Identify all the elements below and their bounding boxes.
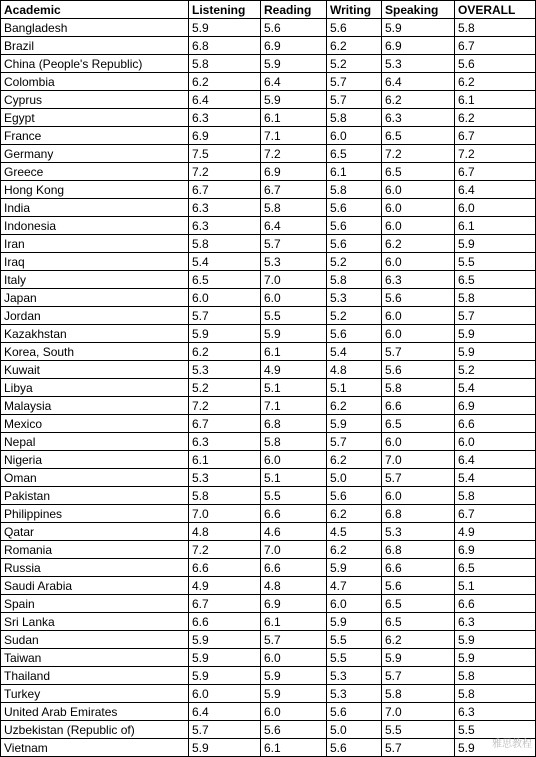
country-cell: Spain: [1, 595, 189, 613]
writing-cell: 5.8: [327, 271, 382, 289]
header-overall: OVERALL: [455, 1, 536, 19]
reading-cell: 5.8: [261, 433, 327, 451]
country-cell: Romania: [1, 541, 189, 559]
table-row: [1, 109, 536, 127]
writing-cell: 6.0: [327, 595, 382, 613]
table-row: [1, 613, 536, 631]
writing-cell: 5.7: [327, 433, 382, 451]
reading-cell: 5.5: [261, 307, 327, 325]
listening-cell: 5.9: [189, 667, 261, 685]
writing-cell: 5.2: [327, 253, 382, 271]
speaking-cell: 6.5: [382, 127, 455, 145]
listening-cell: 5.4: [189, 253, 261, 271]
writing-cell: 5.3: [327, 667, 382, 685]
reading-cell: 5.7: [261, 631, 327, 649]
speaking-cell: 5.7: [382, 343, 455, 361]
speaking-cell: 5.7: [382, 667, 455, 685]
country-cell: Sudan: [1, 631, 189, 649]
overall-cell: 6.6: [455, 595, 536, 613]
country-cell: India: [1, 199, 189, 217]
overall-cell: 5.1: [455, 577, 536, 595]
reading-cell: 7.2: [261, 145, 327, 163]
speaking-cell: 6.3: [382, 271, 455, 289]
writing-cell: 4.8: [327, 361, 382, 379]
table-row: [1, 595, 536, 613]
overall-cell: 5.8: [455, 667, 536, 685]
overall-cell: 6.2: [455, 73, 536, 91]
overall-cell: 5.9: [455, 649, 536, 667]
country-cell: Vietnam: [1, 739, 189, 757]
reading-cell: 4.6: [261, 523, 327, 541]
country-cell: Colombia: [1, 73, 189, 91]
writing-cell: 5.0: [327, 469, 382, 487]
listening-cell: 6.3: [189, 433, 261, 451]
overall-cell: 5.8: [455, 487, 536, 505]
overall-cell: 5.4: [455, 379, 536, 397]
writing-cell: 5.7: [327, 73, 382, 91]
speaking-cell: 6.6: [382, 397, 455, 415]
writing-cell: 5.7: [327, 91, 382, 109]
country-cell: Kuwait: [1, 361, 189, 379]
reading-cell: 7.0: [261, 541, 327, 559]
overall-cell: 6.1: [455, 217, 536, 235]
speaking-cell: 6.5: [382, 415, 455, 433]
country-cell: Libya: [1, 379, 189, 397]
listening-cell: 5.9: [189, 649, 261, 667]
header-writing: Writing: [327, 1, 382, 19]
country-cell: Nepal: [1, 433, 189, 451]
overall-cell: 6.3: [455, 613, 536, 631]
listening-cell: 6.0: [189, 685, 261, 703]
listening-cell: 5.9: [189, 631, 261, 649]
header-reading: Reading: [261, 1, 327, 19]
writing-cell: 5.9: [327, 559, 382, 577]
country-cell: Iran: [1, 235, 189, 253]
listening-cell: 5.8: [189, 235, 261, 253]
writing-cell: 4.5: [327, 523, 382, 541]
header-speaking: Speaking: [382, 1, 455, 19]
listening-cell: 6.9: [189, 127, 261, 145]
listening-cell: 5.8: [189, 55, 261, 73]
country-cell: Iraq: [1, 253, 189, 271]
speaking-cell: 5.7: [382, 469, 455, 487]
country-cell: China (People's Republic): [1, 55, 189, 73]
writing-cell: 6.2: [327, 397, 382, 415]
overall-cell: 6.1: [455, 91, 536, 109]
country-cell: United Arab Emirates: [1, 703, 189, 721]
table-row: [1, 685, 536, 703]
listening-cell: 5.3: [189, 469, 261, 487]
overall-cell: 5.9: [455, 235, 536, 253]
writing-cell: 6.2: [327, 505, 382, 523]
table-row: [1, 469, 536, 487]
table-row: [1, 487, 536, 505]
reading-cell: 6.0: [261, 289, 327, 307]
speaking-cell: 6.8: [382, 541, 455, 559]
writing-cell: 4.7: [327, 577, 382, 595]
listening-cell: 6.4: [189, 703, 261, 721]
listening-cell: 6.5: [189, 271, 261, 289]
writing-cell: 6.2: [327, 541, 382, 559]
writing-cell: 6.1: [327, 163, 382, 181]
country-cell: Indonesia: [1, 217, 189, 235]
overall-cell: 6.4: [455, 181, 536, 199]
speaking-cell: 7.0: [382, 703, 455, 721]
speaking-cell: 6.0: [382, 325, 455, 343]
country-cell: Brazil: [1, 37, 189, 55]
reading-cell: 6.9: [261, 37, 327, 55]
country-cell: Italy: [1, 271, 189, 289]
overall-cell: 6.0: [455, 433, 536, 451]
listening-cell: 4.9: [189, 577, 261, 595]
table-row: [1, 667, 536, 685]
writing-cell: 5.6: [327, 487, 382, 505]
writing-cell: 5.6: [327, 235, 382, 253]
listening-cell: 6.7: [189, 181, 261, 199]
writing-cell: 5.8: [327, 109, 382, 127]
listening-cell: 5.2: [189, 379, 261, 397]
speaking-cell: 6.2: [382, 631, 455, 649]
table-row: [1, 523, 536, 541]
reading-cell: 6.0: [261, 703, 327, 721]
reading-cell: 4.8: [261, 577, 327, 595]
writing-cell: 5.6: [327, 739, 382, 757]
overall-cell: 5.5: [455, 721, 536, 739]
reading-cell: 6.4: [261, 217, 327, 235]
country-cell: Hong Kong: [1, 181, 189, 199]
table-row: [1, 433, 536, 451]
writing-cell: 5.3: [327, 685, 382, 703]
writing-cell: 5.5: [327, 649, 382, 667]
table-row: [1, 541, 536, 559]
overall-cell: 6.9: [455, 541, 536, 559]
listening-cell: 6.6: [189, 559, 261, 577]
speaking-cell: 6.4: [382, 73, 455, 91]
table-row: [1, 163, 536, 181]
country-cell: Malaysia: [1, 397, 189, 415]
writing-cell: 5.9: [327, 415, 382, 433]
table-row: [1, 631, 536, 649]
reading-cell: 6.0: [261, 649, 327, 667]
overall-cell: 5.9: [455, 631, 536, 649]
speaking-cell: 6.0: [382, 181, 455, 199]
reading-cell: 6.1: [261, 739, 327, 757]
listening-cell: 6.2: [189, 73, 261, 91]
speaking-cell: 5.6: [382, 361, 455, 379]
listening-cell: 5.9: [189, 325, 261, 343]
writing-cell: 5.6: [327, 703, 382, 721]
table-row: [1, 55, 536, 73]
reading-cell: 6.1: [261, 109, 327, 127]
table-row: [1, 379, 536, 397]
speaking-cell: 6.5: [382, 613, 455, 631]
listening-cell: 6.3: [189, 199, 261, 217]
speaking-cell: 5.6: [382, 577, 455, 595]
country-cell: Cyprus: [1, 91, 189, 109]
table-row: [1, 451, 536, 469]
listening-cell: 7.2: [189, 163, 261, 181]
table-row: [1, 91, 536, 109]
table-row: [1, 19, 536, 37]
table-row: [1, 235, 536, 253]
writing-cell: 6.2: [327, 37, 382, 55]
reading-cell: 5.9: [261, 685, 327, 703]
table-row: [1, 703, 536, 721]
writing-cell: 5.9: [327, 613, 382, 631]
listening-cell: 5.7: [189, 307, 261, 325]
country-cell: Uzbekistan (Republic of): [1, 721, 189, 739]
listening-cell: 6.0: [189, 289, 261, 307]
reading-cell: 6.1: [261, 343, 327, 361]
country-cell: Greece: [1, 163, 189, 181]
reading-cell: 6.0: [261, 451, 327, 469]
reading-cell: 5.7: [261, 235, 327, 253]
writing-cell: 5.2: [327, 55, 382, 73]
listening-cell: 7.2: [189, 397, 261, 415]
writing-cell: 5.3: [327, 289, 382, 307]
speaking-cell: 5.8: [382, 379, 455, 397]
country-cell: Jordan: [1, 307, 189, 325]
speaking-cell: 5.3: [382, 55, 455, 73]
table-row: [1, 217, 536, 235]
writing-cell: 5.2: [327, 307, 382, 325]
country-cell: Turkey: [1, 685, 189, 703]
listening-cell: 5.9: [189, 739, 261, 757]
reading-cell: 7.1: [261, 127, 327, 145]
table-row: [1, 415, 536, 433]
writing-cell: 5.5: [327, 631, 382, 649]
writing-cell: 5.4: [327, 343, 382, 361]
reading-cell: 5.9: [261, 325, 327, 343]
country-cell: Egypt: [1, 109, 189, 127]
overall-cell: 6.5: [455, 559, 536, 577]
overall-cell: 6.3: [455, 703, 536, 721]
speaking-cell: 6.0: [382, 487, 455, 505]
overall-cell: 6.0: [455, 199, 536, 217]
table-row: [1, 361, 536, 379]
overall-cell: 6.5: [455, 271, 536, 289]
country-cell: Taiwan: [1, 649, 189, 667]
overall-cell: 5.9: [455, 325, 536, 343]
table-header-row: [1, 1, 536, 19]
speaking-cell: 5.7: [382, 739, 455, 757]
writing-cell: 5.6: [327, 325, 382, 343]
country-cell: Saudi Arabia: [1, 577, 189, 595]
reading-cell: 6.7: [261, 181, 327, 199]
reading-cell: 5.9: [261, 55, 327, 73]
speaking-cell: 6.2: [382, 235, 455, 253]
table-row: [1, 73, 536, 91]
table-row: [1, 325, 536, 343]
writing-cell: 6.0: [327, 127, 382, 145]
reading-cell: 6.8: [261, 415, 327, 433]
listening-cell: 6.1: [189, 451, 261, 469]
table-row: [1, 127, 536, 145]
writing-cell: 5.6: [327, 19, 382, 37]
table-row: [1, 253, 536, 271]
reading-cell: 6.1: [261, 613, 327, 631]
overall-cell: 5.8: [455, 685, 536, 703]
listening-cell: 5.7: [189, 721, 261, 739]
table-row: [1, 343, 536, 361]
table-row: [1, 739, 536, 757]
listening-cell: 7.2: [189, 541, 261, 559]
listening-cell: 6.2: [189, 343, 261, 361]
table-row: [1, 37, 536, 55]
overall-cell: 6.7: [455, 163, 536, 181]
overall-cell: 5.6: [455, 55, 536, 73]
country-cell: Nigeria: [1, 451, 189, 469]
writing-cell: 5.6: [327, 217, 382, 235]
overall-cell: 6.7: [455, 127, 536, 145]
country-cell: Pakistan: [1, 487, 189, 505]
overall-cell: 6.6: [455, 415, 536, 433]
overall-cell: 6.7: [455, 37, 536, 55]
writing-cell: 6.2: [327, 451, 382, 469]
table-row: [1, 271, 536, 289]
table-row: [1, 577, 536, 595]
country-cell: Oman: [1, 469, 189, 487]
country-cell: Kazakhstan: [1, 325, 189, 343]
country-cell: Korea, South: [1, 343, 189, 361]
overall-cell: 5.9: [455, 343, 536, 361]
listening-cell: 6.3: [189, 217, 261, 235]
reading-cell: 5.5: [261, 487, 327, 505]
listening-cell: 7.0: [189, 505, 261, 523]
table-row: [1, 559, 536, 577]
speaking-cell: 6.0: [382, 433, 455, 451]
speaking-cell: 5.6: [382, 289, 455, 307]
speaking-cell: 6.5: [382, 595, 455, 613]
overall-cell: 5.7: [455, 307, 536, 325]
overall-cell: 5.5: [455, 253, 536, 271]
country-cell: Russia: [1, 559, 189, 577]
table-row: [1, 145, 536, 163]
country-cell: Thailand: [1, 667, 189, 685]
speaking-cell: 6.0: [382, 217, 455, 235]
overall-cell: 5.8: [455, 289, 536, 307]
reading-cell: 5.6: [261, 721, 327, 739]
speaking-cell: 6.2: [382, 91, 455, 109]
table-row: [1, 289, 536, 307]
header-listening: Listening: [189, 1, 261, 19]
overall-cell: 5.4: [455, 469, 536, 487]
overall-cell: 6.7: [455, 505, 536, 523]
writing-cell: 5.1: [327, 379, 382, 397]
speaking-cell: 5.9: [382, 19, 455, 37]
reading-cell: 7.1: [261, 397, 327, 415]
table-row: [1, 397, 536, 415]
reading-cell: 6.9: [261, 163, 327, 181]
speaking-cell: 6.0: [382, 199, 455, 217]
listening-cell: 5.9: [189, 19, 261, 37]
overall-cell: 5.9: [455, 739, 536, 757]
reading-cell: 7.0: [261, 271, 327, 289]
listening-cell: 6.3: [189, 109, 261, 127]
speaking-cell: 6.8: [382, 505, 455, 523]
listening-cell: 6.4: [189, 91, 261, 109]
writing-cell: 5.8: [327, 181, 382, 199]
speaking-cell: 6.5: [382, 163, 455, 181]
speaking-cell: 6.9: [382, 37, 455, 55]
country-cell: France: [1, 127, 189, 145]
table-body: [1, 19, 536, 757]
watermark: 雅思教程: [492, 739, 532, 750]
country-cell: Mexico: [1, 415, 189, 433]
writing-cell: 5.6: [327, 199, 382, 217]
overall-cell: 5.8: [455, 19, 536, 37]
header-academic: Academic: [1, 1, 189, 19]
speaking-cell: 6.6: [382, 559, 455, 577]
table-row: [1, 181, 536, 199]
speaking-cell: 6.3: [382, 109, 455, 127]
table-row: [1, 307, 536, 325]
listening-cell: 4.8: [189, 523, 261, 541]
listening-cell: 6.6: [189, 613, 261, 631]
speaking-cell: 5.5: [382, 721, 455, 739]
listening-cell: 5.3: [189, 361, 261, 379]
speaking-cell: 6.0: [382, 253, 455, 271]
writing-cell: 5.0: [327, 721, 382, 739]
country-cell: Germany: [1, 145, 189, 163]
overall-cell: 5.2: [455, 361, 536, 379]
speaking-cell: 5.3: [382, 523, 455, 541]
table-row: [1, 199, 536, 217]
speaking-cell: 7.0: [382, 451, 455, 469]
overall-cell: 4.9: [455, 523, 536, 541]
reading-cell: 6.4: [261, 73, 327, 91]
speaking-cell: 5.8: [382, 685, 455, 703]
listening-cell: 6.7: [189, 595, 261, 613]
table-row: [1, 505, 536, 523]
speaking-cell: 6.0: [382, 307, 455, 325]
reading-cell: 6.6: [261, 559, 327, 577]
reading-cell: 4.9: [261, 361, 327, 379]
overall-cell: 7.2: [455, 145, 536, 163]
reading-cell: 6.9: [261, 595, 327, 613]
country-cell: Qatar: [1, 523, 189, 541]
listening-cell: 7.5: [189, 145, 261, 163]
overall-cell: 6.4: [455, 451, 536, 469]
reading-cell: 5.6: [261, 19, 327, 37]
table-row: [1, 721, 536, 739]
speaking-cell: 7.2: [382, 145, 455, 163]
listening-cell: 6.8: [189, 37, 261, 55]
country-cell: Sri Lanka: [1, 613, 189, 631]
table-row: [1, 649, 536, 667]
reading-cell: 6.6: [261, 505, 327, 523]
country-cell: Philippines: [1, 505, 189, 523]
listening-cell: 5.8: [189, 487, 261, 505]
reading-cell: 5.9: [261, 667, 327, 685]
overall-cell: 6.2: [455, 109, 536, 127]
reading-cell: 5.8: [261, 199, 327, 217]
writing-cell: 6.5: [327, 145, 382, 163]
reading-cell: 5.3: [261, 253, 327, 271]
reading-cell: 5.1: [261, 379, 327, 397]
reading-cell: 5.1: [261, 469, 327, 487]
listening-cell: 6.7: [189, 415, 261, 433]
country-cell: Japan: [1, 289, 189, 307]
reading-cell: 5.9: [261, 91, 327, 109]
speaking-cell: 5.9: [382, 649, 455, 667]
overall-cell: 6.9: [455, 397, 536, 415]
country-cell: Bangladesh: [1, 19, 189, 37]
